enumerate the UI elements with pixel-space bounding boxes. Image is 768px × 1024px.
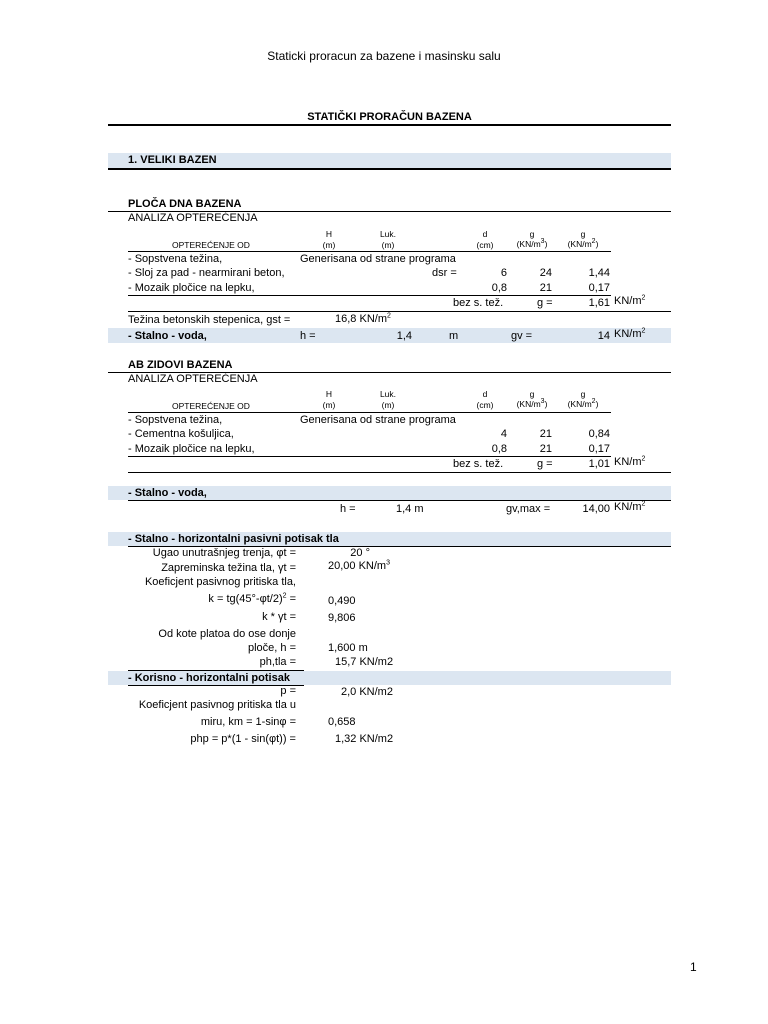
php-value: 1,32 KN/m2 [335,733,394,745]
zidovi-voda-h-label: h = [340,503,356,515]
php-label: php = p*(1 - sin(φt)) = [190,733,296,745]
ploca-subtitle: ANALIZA OPTEREĆENJA [128,212,258,224]
voda-gv-label: gv = [511,330,533,342]
page-header: Staticki proracun za bazene i masinsku salu [267,49,501,63]
zidovi-row-d: 4 [500,428,507,440]
ploca-row-label: - Sloj za pad - nearmirani beton, [128,267,285,279]
voda-h-label: h = [300,330,316,342]
document-title: STATIČKI PRORAČUN BAZENA [307,111,472,123]
col-h-top: H [325,229,333,239]
phi-value: 20 ° [350,547,370,559]
zidovi-rows-rule [128,456,611,457]
col-d-bot: (cm) [476,400,494,410]
col-luk-top: Luk. [379,229,397,239]
col-g2-bot: $(KN/m^2)$ [567,398,599,409]
koef-label: Koeficjent pasivnog pritiska tla, [144,576,296,588]
zidovi-voda-gv-label: gv,max = [506,503,551,515]
ploca-row-note: Generisana od strane programa [300,253,456,265]
zidovi-total-value: 1,01 [588,458,610,470]
korisno-title: - Korisno - horizontalni potisak [128,672,290,684]
gamma-label: Zapreminska težina tla, γt = [161,562,296,574]
zidovi-total-unit: $KN/m^2$ [614,455,646,468]
col-g2-top: g [580,229,586,239]
col-g1-bot: $(KN/m^3)$ [516,398,548,409]
ploca-total-g: g = [537,297,553,309]
ploca-row-g: 21 [539,282,552,294]
kg-value: 9,806 [328,612,356,624]
col-luk-bot: (m) [381,240,395,250]
ploca-rows-rule [128,295,611,296]
zidovi-row-g: 21 [539,428,552,440]
ploca-header-rule [128,251,611,252]
voda-label: - Stalno - voda, [128,330,207,342]
zidovi-voda-label: - Stalno - voda, [128,487,207,499]
voda-value: 14 [597,330,610,342]
ploca-row-label: - Mozaik pločice na lepku, [128,282,255,294]
section-title: 1. VELIKI BAZEN [128,154,217,166]
ploca-row-d: 0,8 [491,282,507,294]
col-luk-top: Luk. [379,389,397,399]
ploca-title: PLOČA DNA BAZENA [128,198,242,210]
voda-h-value: 1,4 [396,330,412,342]
zidovi-row-label: - Sopstvena težina, [128,414,223,426]
p-value: 2,0 KN/m2 [341,686,393,698]
ploca-row-gm: 1,44 [588,267,610,279]
col-opterecenje: OPTEREĆENJE OD [172,401,250,411]
zidovi-title: AB ZIDOVI BAZENA [128,359,233,371]
zidovi-row-gm: 0,84 [588,428,610,440]
zidovi-row-label: - Cementna košuljica, [128,428,234,440]
col-d-top: d [482,389,488,399]
stepenice-value: 16,8 $KN/m^2$ [335,312,391,325]
col-h-bot: (m) [322,400,336,410]
ploca-row-d: 6 [500,267,507,279]
ploca-row-dlabel: dsr = [432,267,457,279]
zidovi-subtitle: ANALIZA OPTEREĆENJA [128,373,258,385]
ploca-total-rule [128,311,671,312]
zidovi-row-g: 21 [539,443,552,455]
zidovi-voda-unit: $KN/m^2$ [614,500,646,513]
section-underline [108,168,671,170]
col-g1-bot: $(KN/m^3)$ [516,238,548,249]
gamma-value: 20,00 $KN/m^3$ [328,559,390,572]
k-value: 0,490 [328,595,356,607]
zidovi-voda-rule [128,500,671,501]
ploca-row-label: - Sopstvena težina, [128,253,223,265]
km-label-2: miru, km = 1-sinφ = [200,716,296,728]
col-h-top: H [325,389,333,399]
zidovi-row-d: 0,8 [491,443,507,455]
kg-label: k * γt = [262,611,296,623]
kota-value: 1,600 m [328,642,368,654]
col-d-top: d [482,229,488,239]
phi-label: Ugao unutrašnjeg trenja, φt = [152,547,296,559]
ploca-row-gm: 0,17 [588,282,610,294]
kota-label-1: Od kote platoa do ose donje [158,628,296,640]
ph-label: ph,tla = [259,656,296,668]
col-g2-bot: $(KN/m^2)$ [567,238,599,249]
col-g1-top: g [529,389,535,399]
zidovi-voda-value: 14,00 [582,503,610,515]
zidovi-row-note: Generisana od strane programa [300,414,456,426]
pasivni-title: - Stalno - horizontalni pasivni potisak tla [128,533,339,545]
col-g1-top: g [529,229,535,239]
ploca-total-unit: $KN/m^2$ [614,294,646,307]
zidovi-total-label: bez s. tež. [453,458,504,470]
zidovi-total-g: g = [537,458,553,470]
zidovi-row-label: - Mozaik pločice na lepku, [128,443,255,455]
voda-m: m [449,330,459,342]
ploca-row-g: 24 [539,267,552,279]
title-underline [108,124,671,126]
km-value: 0,658 [328,716,356,728]
ploca-total-label: bez s. tež. [453,297,504,309]
col-opterecenje: OPTEREĆENJE OD [172,240,250,250]
zidovi-total-rule [128,472,671,473]
zidovi-header-rule [128,412,611,413]
ploca-total-value: 1,61 [588,297,610,309]
kota-label-2: ploče, h = [247,642,296,654]
ph-value: 15,7 KN/m2 [335,656,394,668]
page-number: 1 [690,960,697,974]
voda-unit: $KN/m^2$ [614,327,646,340]
col-d-bot: (cm) [476,240,494,250]
km-label-1: Koeficjent pasivnog pritiska tla u [138,699,296,711]
zidovi-voda-h-value: 1,4 m [396,503,424,515]
col-g2-top: g [580,389,586,399]
korisno-top-rule [128,670,304,671]
zidovi-row-gm: 0,17 [588,443,610,455]
col-luk-bot: (m) [381,400,395,410]
col-h-bot: (m) [322,240,336,250]
k-label: $k = tg(45^\circ-\varphi t/2)^2$ = [208,592,296,605]
stepenice-label: Težina betonskih stepenica, gst = [128,314,291,326]
p-label: p = [280,685,296,697]
